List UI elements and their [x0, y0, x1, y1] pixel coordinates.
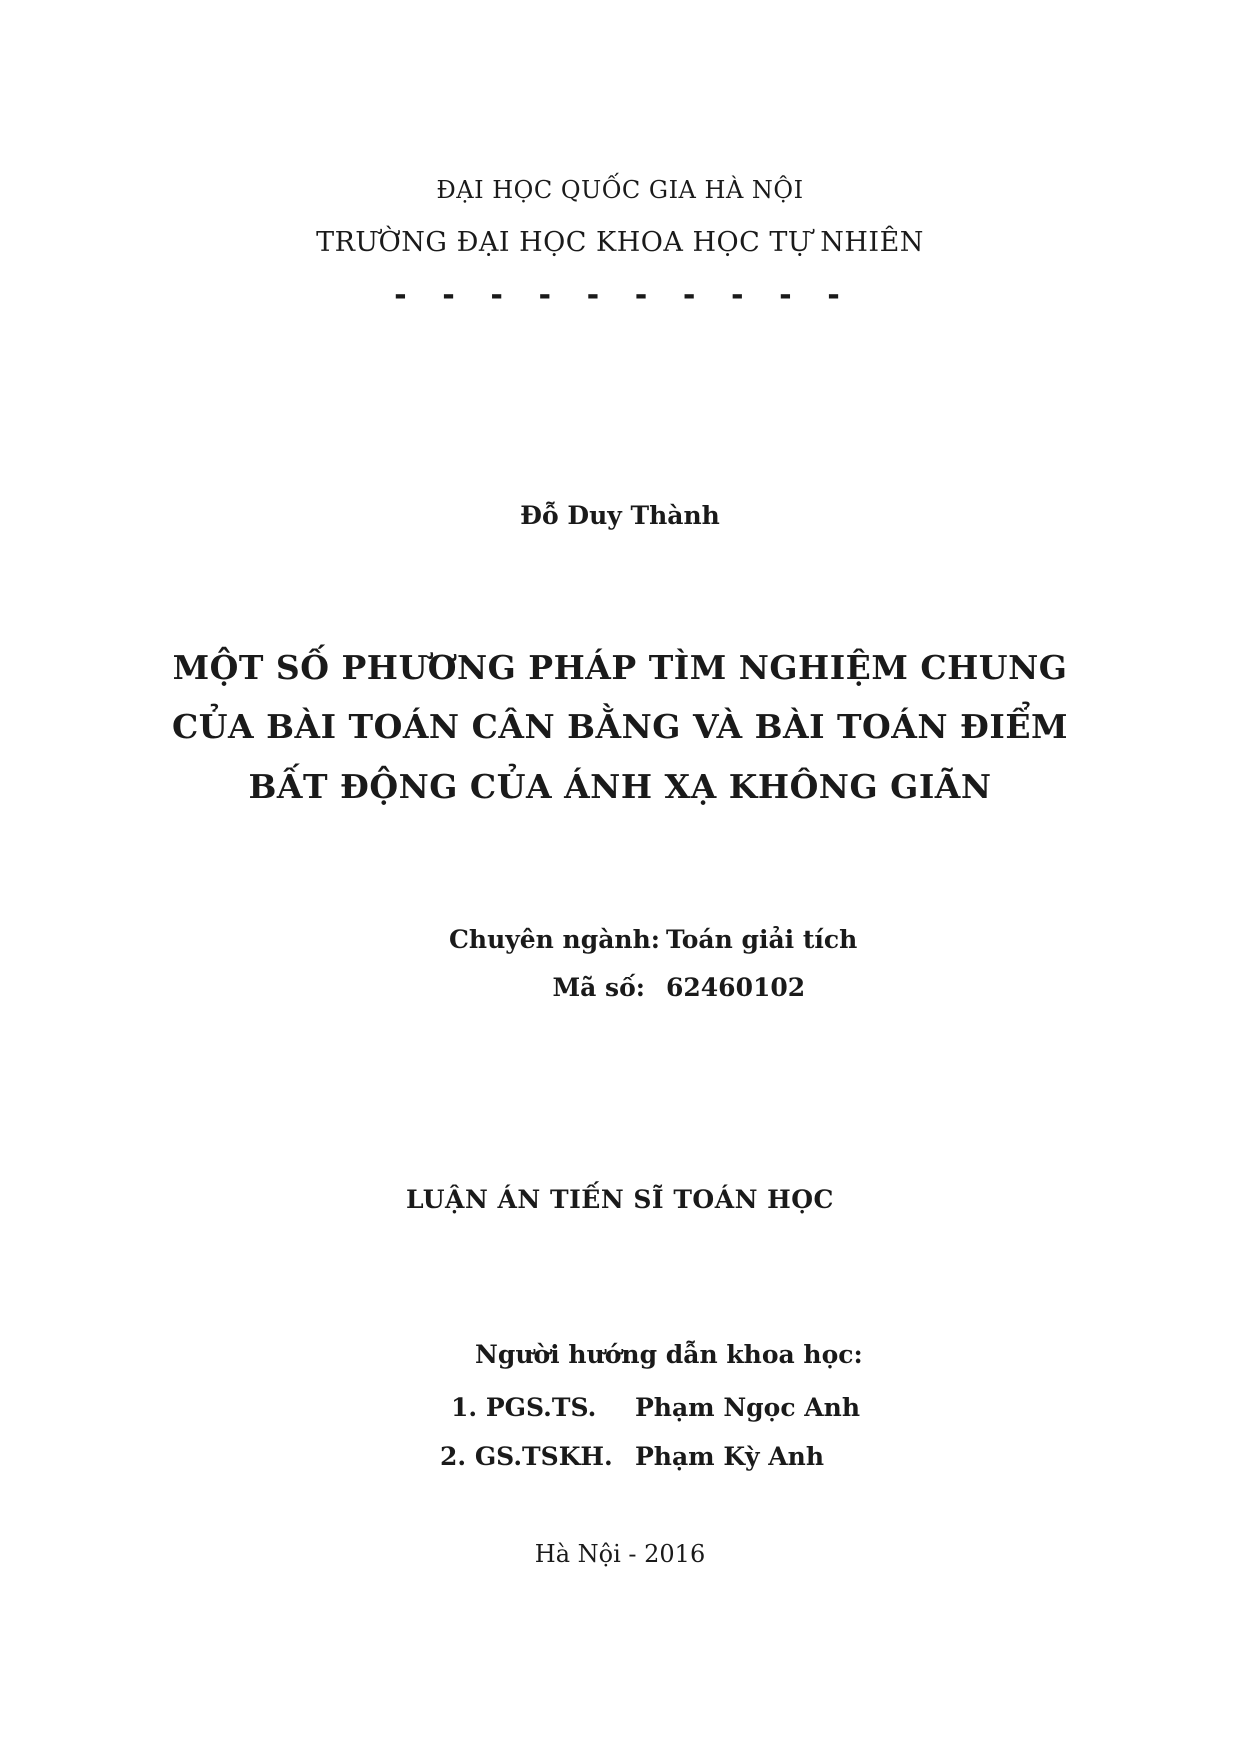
thesis-title-line-2: CỦA BÀI TOÁN CÂN BẰNG VÀ BÀI TOÁN ĐIỂM	[171, 707, 1069, 746]
major-label: Chuyên ngành:	[449, 925, 660, 954]
university-name: ĐẠI HỌC QUỐC GIA HÀ NỘI	[436, 176, 804, 204]
degree-title: LUẬN ÁN TIẾN SĨ TOÁN HỌC	[406, 1185, 834, 1214]
advisor-name: Phạm Kỳ Anh	[635, 1442, 825, 1471]
header-separator: - - - - - - - - - -	[391, 278, 849, 313]
advisor-row-1	[451, 1393, 861, 1422]
place-and-year: Hà Nội - 2016	[534, 1540, 706, 1568]
code-label: Mã số:	[552, 973, 645, 1002]
advisor-number: 1.	[451, 1393, 478, 1422]
advisor-number: 2.	[440, 1442, 467, 1471]
thesis-title-line-1: MỘT SỐ PHƯƠNG PHÁP TÌM NGHIỆM CHUNG	[172, 648, 1068, 687]
advisors-heading: Người hướng dẫn khoa học:	[475, 1340, 863, 1369]
advisor-title: GS.TSKH.	[474, 1442, 613, 1471]
author-name: Đỗ Duy Thành	[520, 501, 720, 530]
advisor-row-2	[440, 1442, 825, 1471]
thesis-title-line-3: BẤT ĐỘNG CỦA ÁNH XẠ KHÔNG GIÃN	[248, 767, 992, 806]
advisor-name: Phạm Ngọc Anh	[635, 1393, 861, 1422]
advisor-title: PGS.TS.	[485, 1393, 597, 1422]
major-value: Toán giải tích	[666, 925, 858, 954]
faculty-name: TRƯỜNG ĐẠI HỌC KHOA HỌC TỰ NHIÊN	[316, 227, 924, 258]
code-value: 62460102	[666, 973, 806, 1002]
